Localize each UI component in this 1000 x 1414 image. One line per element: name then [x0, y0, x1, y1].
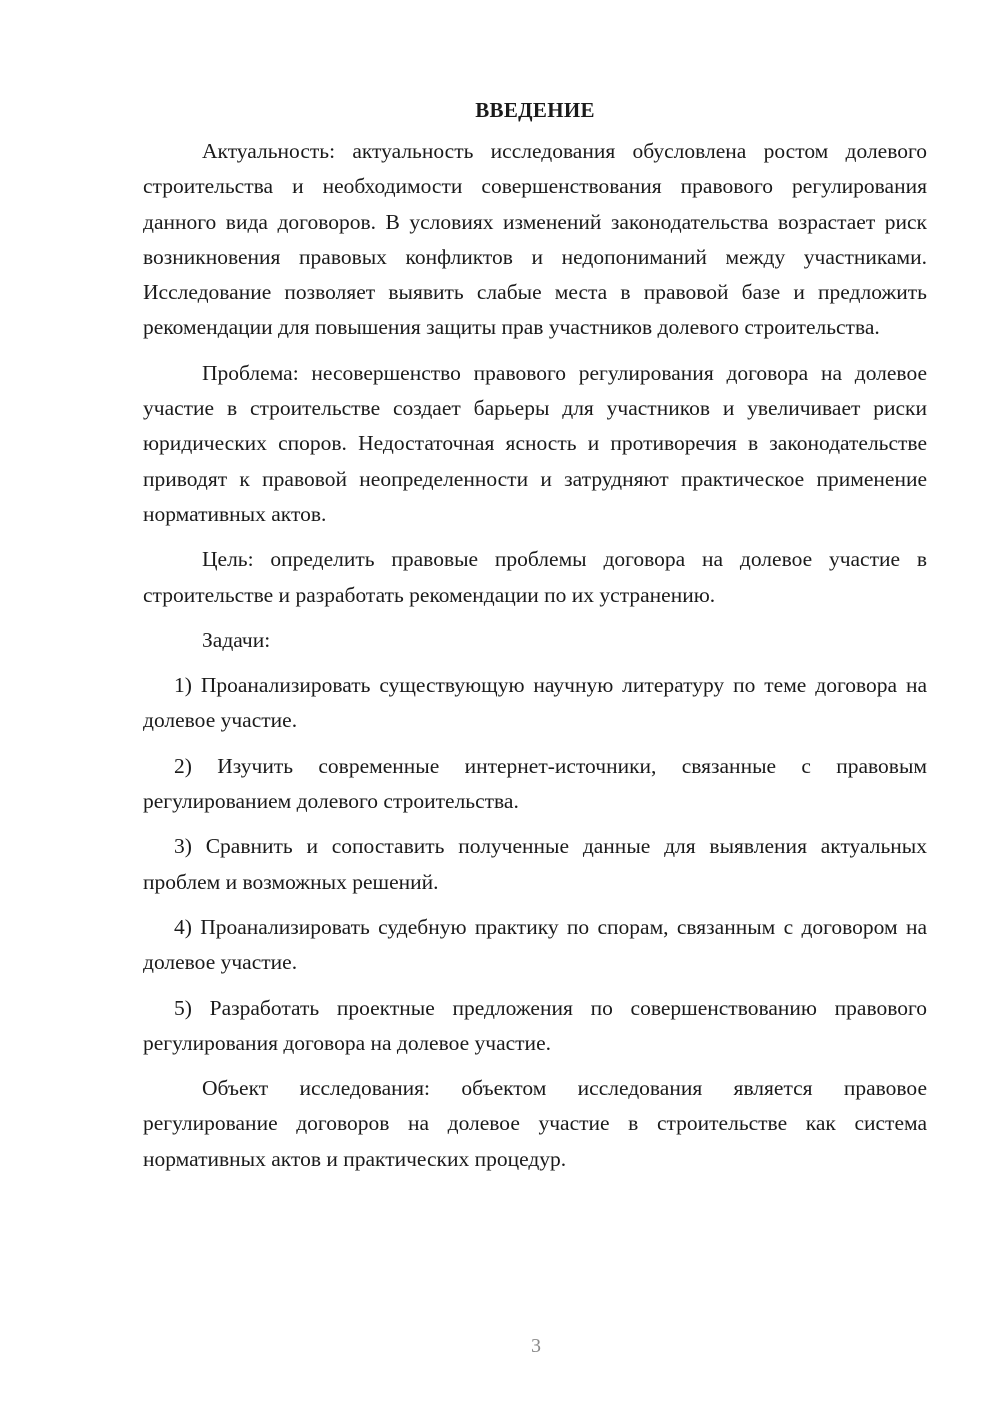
paragraph-object: Объект исследования: объектом исследования является правовое регулирование договоров на долевое участие в строительстве как система нормативных актов и практических процедур.	[143, 1076, 927, 1171]
task-item-3: 3) Сравнить и сопоставить полученные данные для выявления актуальных проблем и возможных решений.	[143, 834, 927, 894]
task-item-2: 2) Изучить современные интернет-источники, связанные с правовым регулированием долевого строительства.	[143, 753, 927, 814]
task-item-5: 5) Разработать проектные предложения по совершенствованию правового регулирования договора на долевое участие.	[143, 995, 927, 1055]
document-page	[143, 93, 927, 1177]
tasks-heading: Задачи:	[202, 627, 271, 652]
paragraph-relevance: Актуальность: актуальность исследования обусловлена ростом долевого строительства и необходимости совершенствования правового регулирования данного вида договоров. В условиях изменений законодательства возрастает риск возникновения правовых конфликтов и недопониманий между участниками. Исследование позволяет выявить слабые места в правовой базе и предложить рекомендации для повышения защиты прав участников долевого строительства.	[143, 139, 927, 340]
paragraph-goal: Цель: определить правовые проблемы договора на долевое участие в строительстве и разработать рекомендации по их устранению.	[143, 547, 927, 607]
paragraph-problem: Проблема: несовершенство правового регулирования договора на долевое участие в строительстве создает барьеры для участников и увеличивает риски юридических споров. Недостаточная ясность и противоречия в законодательстве приводят к правовой неопределенности и затрудняют практическое применение нормативных актов.	[143, 360, 927, 526]
task-item-1: 1) Проанализировать существующую научную литературу по теме договора на долевое участие.	[143, 673, 927, 733]
page-title: ВВЕДЕНИЕ	[475, 98, 595, 122]
task-item-4: 4) Проанализировать судебную практику по спорам, связанным с договором на долевое участие.	[143, 914, 927, 975]
page-number: 3	[531, 1335, 541, 1357]
